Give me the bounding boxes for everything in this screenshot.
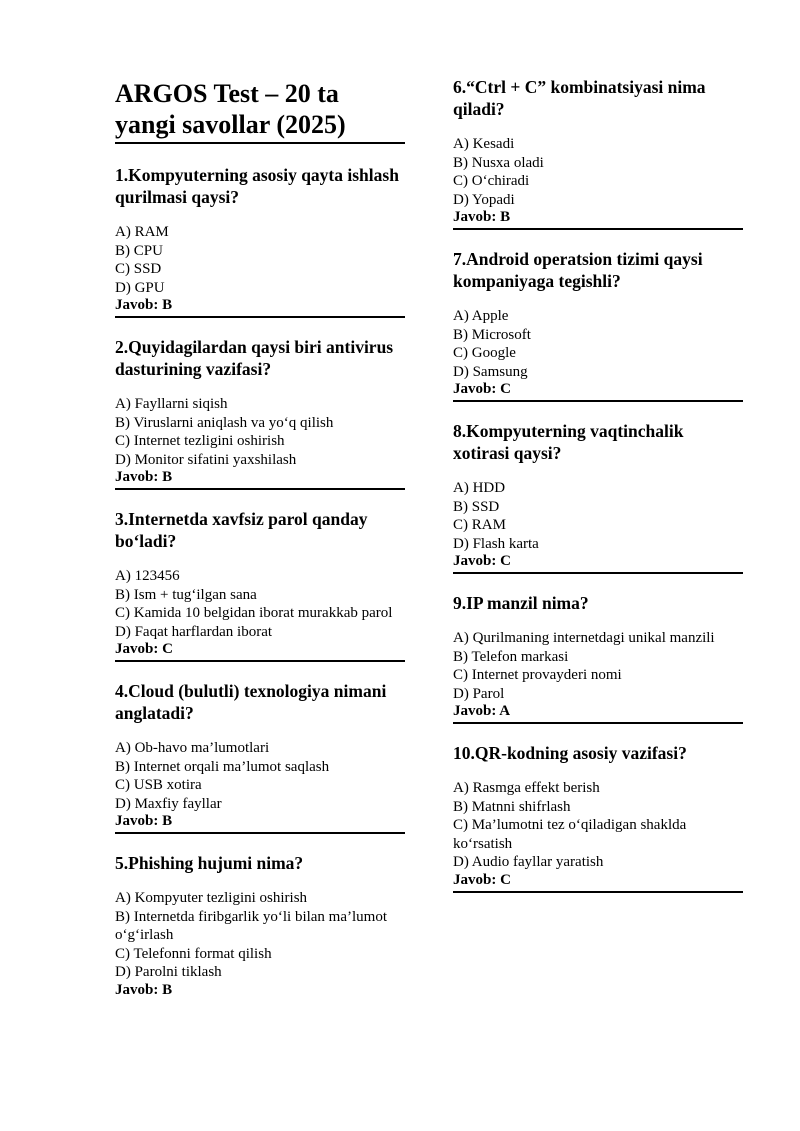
answer-option: B) CPU	[115, 242, 163, 259]
question-title: 7.Android operatsion tizimi qaysi kompaniyaga tegishli?	[453, 249, 703, 291]
answer-option: A) HDD	[453, 480, 506, 496]
question-block	[453, 248, 743, 402]
question-block	[115, 680, 405, 834]
answer-option: A) Kesadi	[453, 136, 515, 152]
answer-option: D) Monitor sifatini yaxshilash	[115, 451, 297, 468]
question-title: 10.QR-kodning asosiy vazifasi?	[453, 743, 687, 763]
answer-option: C) RAM	[453, 517, 506, 533]
answer-option: C) Internet provayderi nomi	[453, 667, 622, 683]
answer-option: B) Internetda firibgarlik yo‘li bilan ma’lumot o‘g‘irlash	[115, 908, 388, 943]
answer-option: A) RAM	[115, 224, 169, 240]
correct-answer: Javob: B	[115, 981, 173, 998]
answer-option: A) Fayllarni siqish	[115, 396, 228, 412]
answer-line	[115, 813, 405, 834]
answer-options	[453, 307, 743, 381]
correct-answer: Javob: C	[453, 553, 511, 569]
question-title: 1.Kompyuterning asosiy qayta ishlash qurilmasi qaysi?	[115, 165, 399, 207]
answer-line	[453, 553, 743, 574]
answer-option: C) Kamida 10 belgidan iborat murakkab parol	[115, 605, 393, 621]
question-block	[115, 508, 405, 662]
question-title: 2.Quyidagilardan qaysi biri antivirus dasturining vazifasi?	[115, 337, 394, 379]
answer-option: D) Parol	[453, 685, 505, 702]
answer-option: D) Parolni tiklash	[115, 964, 222, 980]
correct-answer: Javob: B	[115, 297, 173, 313]
question-title: 4.Cloud (bulutli) texnologiya nimani anglatadi?	[115, 681, 387, 723]
answer-option: D) Maxfiy fayllar	[115, 795, 222, 812]
question-title: 8.Kompyuterning vaqtinchalik xotirasi qaysi?	[453, 421, 684, 463]
answer-option: D) Audio fayllar yaratish	[453, 854, 604, 870]
correct-answer: Javob: C	[115, 641, 173, 657]
left-column	[115, 78, 405, 1019]
question-block	[115, 336, 405, 490]
right-questions	[453, 76, 743, 893]
answer-option: B) Internet orqali ma’lumot saqlash	[115, 758, 330, 775]
question-title: 5.Phishing hujumi nima?	[115, 853, 304, 873]
answer-option: A) 123456	[115, 568, 180, 584]
answer-option: B) Viruslarni aniqlash va yo‘q qilish	[115, 414, 334, 431]
answer-option: B) Microsoft	[453, 326, 531, 343]
answer-options	[453, 135, 743, 209]
question-block	[453, 742, 743, 893]
answer-option: D) Samsung	[453, 363, 528, 380]
answer-option: A) Ob-havo ma’lumotlari	[115, 740, 270, 756]
right-column	[453, 76, 743, 911]
correct-answer: Javob: C	[453, 871, 511, 888]
answer-line	[115, 982, 405, 1001]
answer-option: B) Ism + tug‘ilgan sana	[115, 586, 257, 603]
answer-option: B) Matnni shifrlash	[453, 798, 571, 815]
correct-answer: Javob: C	[453, 381, 511, 397]
answer-option: D) Faqat harflardan iborat	[115, 623, 273, 640]
question-block	[453, 76, 743, 230]
answer-option: C) Internet tezligini oshirish	[115, 433, 285, 449]
answer-line	[115, 469, 405, 490]
answer-line	[453, 381, 743, 402]
answer-options	[115, 567, 405, 641]
correct-answer: Javob: B	[115, 469, 173, 485]
question-block	[453, 420, 743, 574]
answer-options	[453, 479, 743, 553]
answer-option: A) Apple	[453, 308, 509, 324]
answer-option: C) USB xotira	[115, 777, 202, 793]
answer-options	[115, 739, 405, 813]
question-block	[115, 164, 405, 318]
answer-option: A) Rasmga effekt berish	[453, 780, 600, 796]
question-block	[115, 852, 405, 1001]
answer-option: B) Telefon markasi	[453, 648, 569, 665]
correct-answer: Javob: B	[115, 813, 173, 829]
answer-option: C) Telefonni format qilish	[115, 945, 272, 962]
answer-option: A) Qurilmaning internetdagi unikal manzili	[453, 630, 715, 646]
correct-answer: Javob: B	[453, 209, 511, 225]
answer-line	[115, 641, 405, 662]
correct-answer: Javob: A	[453, 703, 511, 719]
page-title: ARGOS Test – 20 ta yangi savollar (2025)	[115, 78, 405, 144]
answer-line	[453, 209, 743, 230]
answer-options	[115, 395, 405, 469]
answer-option: C) Google	[453, 345, 516, 361]
answer-line	[453, 703, 743, 724]
answer-line	[115, 297, 405, 318]
answer-options	[115, 889, 405, 982]
answer-options	[453, 779, 743, 872]
answer-options	[115, 223, 405, 297]
answer-options	[453, 629, 743, 703]
answer-option: C) O‘chiradi	[453, 173, 530, 189]
answer-option: D) GPU	[115, 279, 165, 296]
answer-line	[453, 872, 743, 893]
question-block	[453, 592, 743, 724]
question-title: 3.Internetda xavfsiz parol qanday bo‘ladi?	[115, 509, 368, 551]
answer-option: D) Flash karta	[453, 535, 539, 552]
answer-option: B) Nusxa oladi	[453, 154, 544, 171]
question-title: 6.“Ctrl + C” kombinatsiyasi nima qiladi?	[453, 77, 706, 119]
answer-option: C) SSD	[115, 261, 162, 277]
answer-option: A) Kompyuter tezligini oshirish	[115, 890, 308, 906]
answer-option: B) SSD	[453, 498, 500, 515]
answer-option: C) Ma’lumotni tez o‘qiladigan shaklda ko‘rsatish	[453, 817, 687, 852]
question-title: 9.IP manzil nima?	[453, 593, 589, 613]
left-questions	[115, 164, 405, 1001]
answer-option: D) Yopadi	[453, 191, 515, 208]
